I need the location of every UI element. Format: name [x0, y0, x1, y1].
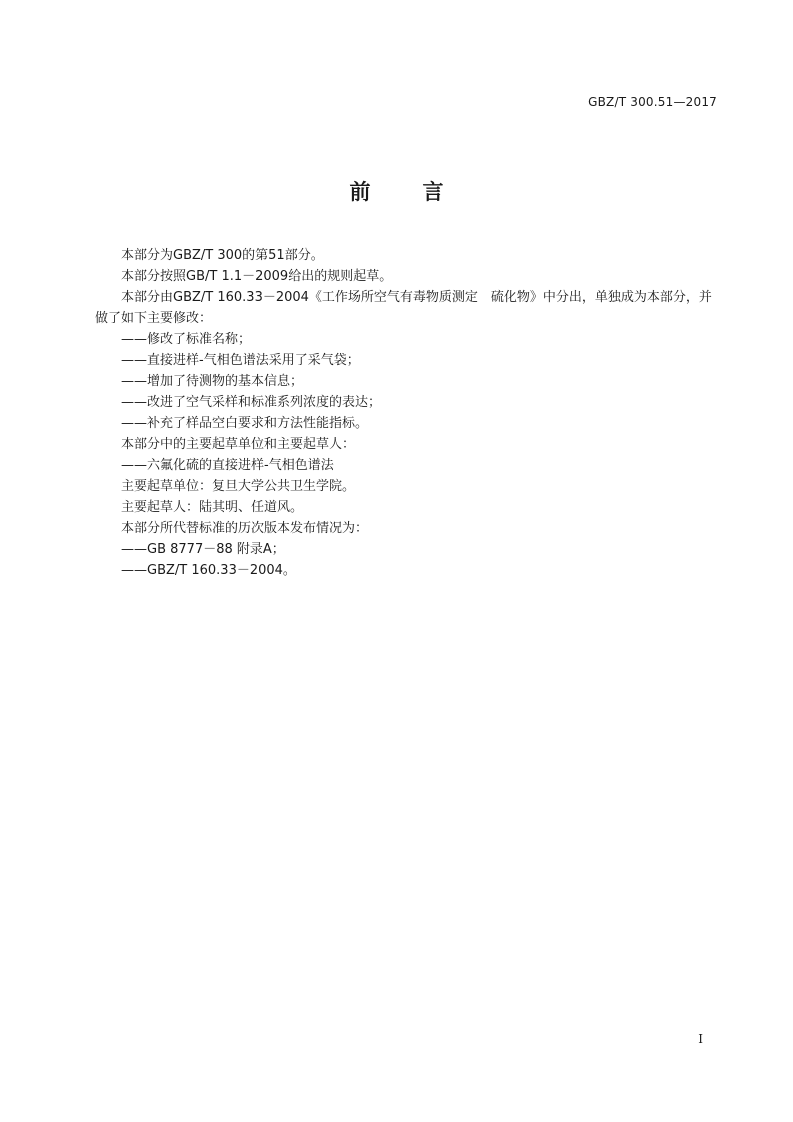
list-item-change-3: ——增加了待测物的基本信息； [121, 374, 304, 389]
standard-code-header: GBZ/T 300.51—2017 [588, 95, 717, 109]
paragraph-drafters: 主要起草人：陆其明、任道风。 [121, 500, 304, 515]
list-item-history-1: ——GB 8777－88 附录A； [121, 542, 285, 557]
foreword-title [0, 176, 793, 206]
foreword-title-char-2: 言 [422, 180, 444, 204]
paragraph-drafters-intro: 本部分中的主要起草单位和主要起草人： [121, 437, 356, 452]
paragraph-drafting-unit: 主要起草单位：复旦大学公共卫生学院。 [121, 479, 356, 494]
page-number: I [698, 1032, 703, 1046]
list-item-history-2: ——GBZ/T 160.33－2004。 [121, 563, 296, 578]
list-item-change-5: ——补充了样品空白要求和方法性能指标。 [121, 416, 369, 431]
list-item-change-1: ——修改了标准名称； [121, 332, 252, 347]
paragraph-part-statement: 本部分为GBZ/T 300的第51部分。 [121, 248, 324, 263]
list-item-change-4: ——改进了空气采样和标准系列浓度的表达； [121, 395, 382, 410]
foreword-title-char-1: 前 [349, 180, 371, 204]
list-item-change-2: ——直接进样-气相色谱法采用了采气袋； [121, 353, 360, 368]
paragraph-drafting-rules: 本部分按照GB/T 1.1－2009给出的规则起草。 [121, 269, 393, 284]
list-item-method: ——六氟化硫的直接进样-气相色谱法 [121, 458, 334, 473]
paragraph-derivation: 本部分由GBZ/T 160.33－2004《工作场所空气有毒物质测定 硫化物》中分出，单独成为本部分，并做了如下主要修改： [95, 290, 712, 326]
foreword-body [95, 245, 720, 581]
paragraph-history-intro: 本部分所代替标准的历次版本发布情况为： [121, 521, 369, 536]
